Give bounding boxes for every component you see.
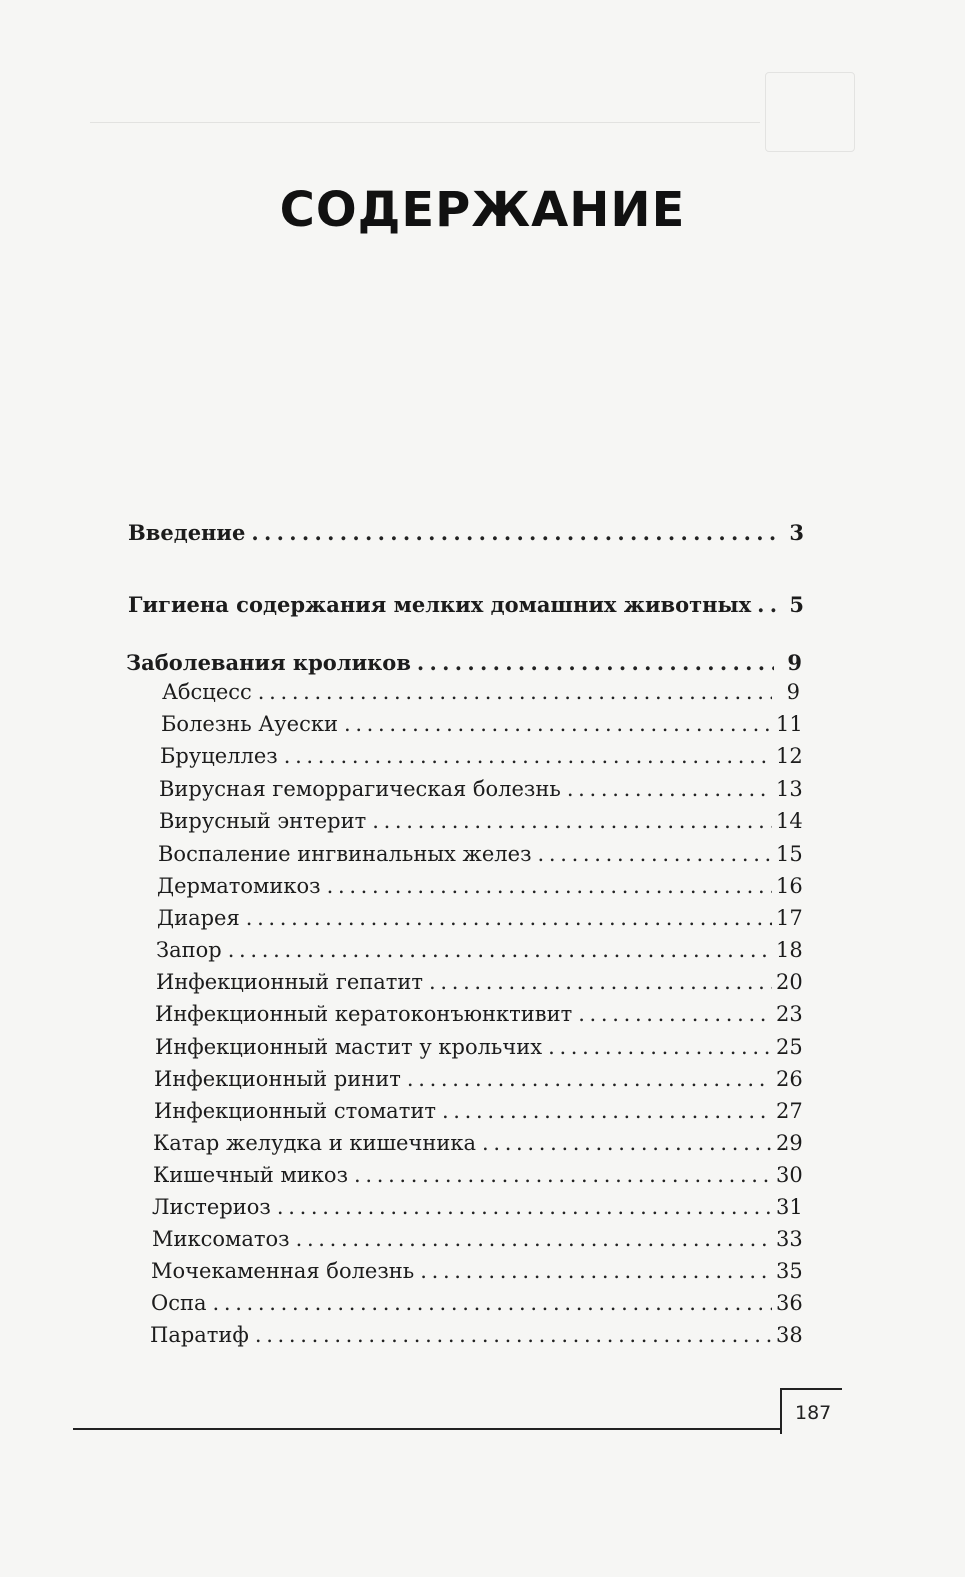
toc-entry [155,1035,803,1067]
dot-leader [538,842,772,866]
toc-entry-page: 26 [776,1067,803,1091]
toc-section [128,592,804,624]
toc-entry-page: 13 [776,777,803,801]
dot-leader [548,1035,772,1059]
toc-entry [152,1227,803,1259]
dot-leader [327,874,772,898]
dot-leader [420,1259,772,1283]
toc-entry-label: Инфекционный мастит у крольчих [155,1035,543,1059]
dot-leader [255,1323,772,1347]
toc-entry-page: 31 [776,1195,803,1219]
toc-entry [151,1259,803,1291]
toc-entry [154,1099,803,1131]
dot-leader [482,1131,772,1155]
dot-leader [354,1163,772,1187]
toc-entry-page: 17 [776,906,803,930]
toc-entry [161,712,803,744]
toc-entry-page: 33 [776,1227,803,1251]
page-number: 187 [795,1402,832,1424]
toc-section-page: 9 [787,650,802,675]
toc-entry-label: Оспа [151,1291,207,1315]
bleed-through-header [90,52,760,123]
toc-section-label: Гигиена содержания мелких домашних животных [128,592,752,617]
toc-entry-label: Мочекаменная болезнь [151,1259,415,1283]
toc-entry-label: Абсцесс [162,680,252,704]
dot-leader [417,650,774,675]
dot-leader [372,809,772,833]
toc-entry-page: 14 [776,809,803,833]
dot-leader [246,906,772,930]
toc-entry [158,842,803,874]
toc-entry-page: 9 [786,680,800,704]
toc-entry-page: 25 [776,1035,803,1059]
toc-entry-label: Инфекционный стоматит [154,1099,436,1123]
dot-leader [442,1099,772,1123]
toc-section [126,650,802,682]
toc-entry-page: 16 [776,874,803,898]
toc-entry [157,906,803,938]
dot-leader [344,712,772,736]
dot-leader [251,520,776,545]
toc-entry-label: Запор [156,938,222,962]
toc-entry-label: Диарея [157,906,240,930]
toc-entry-label: Миксоматоз [152,1227,290,1251]
toc-entry-page: 36 [776,1291,803,1315]
toc-entry-page: 23 [776,1002,803,1026]
toc-section-label: Заболевания кроликов [126,650,411,675]
toc-section-page: 5 [789,592,804,617]
footer-rule [73,1428,781,1430]
toc-entry [154,1067,803,1099]
toc-entry-page: 30 [776,1163,803,1187]
toc-entry-label: Бруцеллез [160,744,278,768]
toc-section [128,520,804,552]
dot-leader [258,680,772,704]
toc-entry [156,938,803,970]
toc-entry-label: Листериоз [152,1195,271,1219]
toc-entry [155,1002,803,1034]
toc-entry-page: 38 [776,1323,803,1347]
toc-entry [156,970,803,1002]
dot-leader [213,1291,773,1315]
toc-entry [150,1323,803,1355]
toc-entry-label: Инфекционный кератоконъюнктивит [155,1002,573,1026]
dot-leader [567,777,772,801]
toc-entry-label: Паратиф [150,1323,249,1347]
toc-section-label: Введение [128,520,246,545]
toc-entry-page: 15 [776,842,803,866]
toc-entry [160,744,803,776]
dot-leader [578,1002,772,1026]
toc-entry-page: 35 [776,1259,803,1283]
toc-entry-page: 11 [776,712,803,736]
dot-leader [228,938,772,962]
toc-entry [159,809,803,841]
dot-leader [277,1195,772,1219]
toc-entry [153,1163,803,1195]
toc-entry-label: Дерматомикоз [157,874,321,898]
toc-entry-label: Катар желудка и кишечника [153,1131,476,1155]
toc-entry-label: Болезнь Ауески [161,712,338,736]
toc-entry-page: 27 [776,1099,803,1123]
toc-entry [162,680,800,712]
toc-entry-label: Инфекционный гепатит [156,970,424,994]
toc-entry [159,777,803,809]
dot-leader [407,1067,772,1091]
toc-entry [157,874,803,906]
toc-entry-label: Воспаление ингвинальных желез [158,842,532,866]
dot-leader [296,1227,772,1251]
toc-entry-page: 18 [776,938,803,962]
toc-entry-page: 12 [776,744,803,768]
toc-entry-label: Вирусная геморрагическая болезнь [159,777,561,801]
dot-leader [284,744,772,768]
toc-entry [151,1291,803,1323]
toc-entry-page: 29 [776,1131,803,1155]
toc-entry-label: Инфекционный ринит [154,1067,401,1091]
toc-section-page: 3 [789,520,804,545]
toc-entry [153,1131,803,1163]
bleed-through-emblem [765,72,855,152]
page-title: СОДЕРЖАНИЕ [279,182,686,238]
dot-leader [757,592,776,617]
toc-entry-label: Кишечный микоз [153,1163,349,1187]
dot-leader [429,970,772,994]
toc-entry-page: 20 [776,970,803,994]
toc-entry [152,1195,803,1227]
toc-entry-label: Вирусный энтерит [159,809,367,833]
